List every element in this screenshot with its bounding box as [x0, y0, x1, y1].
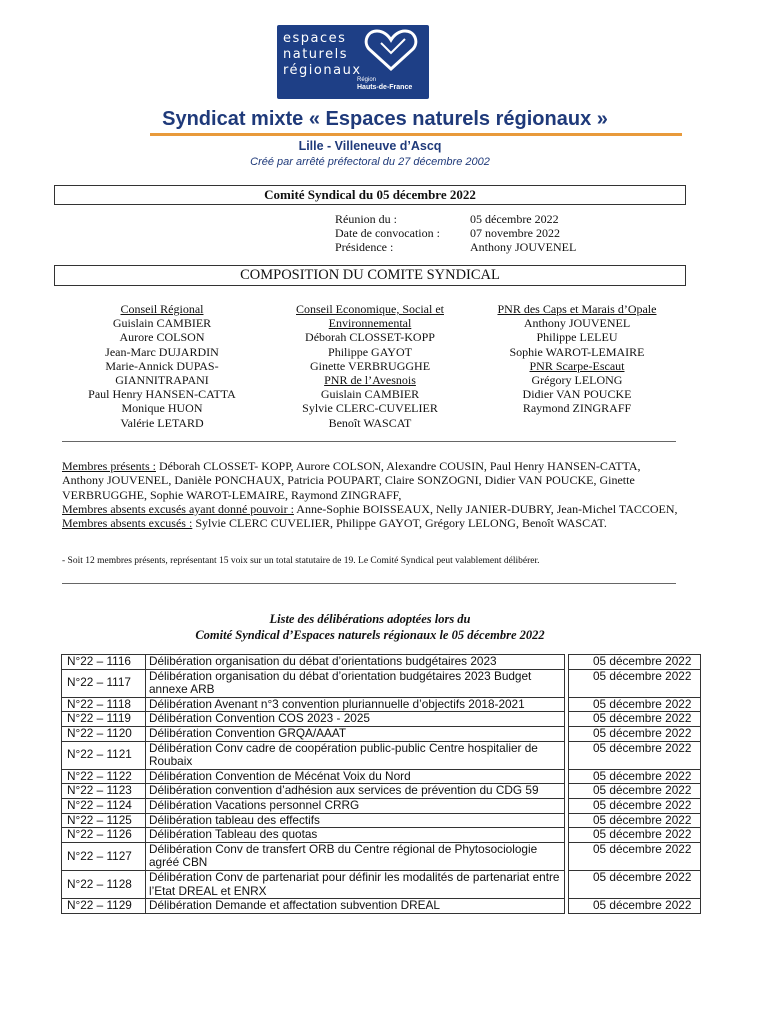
member-name: Guislain CAMBIER	[320, 387, 420, 402]
deliberation-date: 05 décembre 2022	[569, 669, 701, 697]
deliberation-date: 05 décembre 2022	[569, 697, 701, 712]
proxy-label: Membres absents excusés ayant donné pouvoir :	[62, 501, 294, 516]
member-name: Guislain CAMBIER	[112, 316, 212, 331]
absent-label: Membres absents excusés :	[62, 516, 193, 531]
table-row	[62, 798, 701, 813]
member-name: Anthony JOUVENEL	[523, 316, 631, 331]
deliberation-number: N°22 – 1119	[62, 712, 146, 727]
deliberation-number: N°22 – 1127	[62, 842, 146, 870]
logo-region-label: Région	[357, 77, 377, 83]
deliberation-date: 05 décembre 2022	[569, 769, 701, 784]
deliberation-date: 05 décembre 2022	[569, 813, 701, 828]
deliberation-object: Délibération Conv cadre de coopération public-public Centre hospitalier de Roubaix	[145, 741, 564, 769]
member-name: Valérie LETARD	[120, 415, 204, 430]
logo-wordmark: espaces naturels régionaux	[283, 31, 362, 78]
deliberation-number: N°22 – 1118	[62, 697, 146, 712]
table-row	[62, 769, 701, 784]
absent-list: Sylvie CLERC CUVELIER, Philippe GAYOT, Grégory LELONG, Benoît WASCAT.	[192, 516, 607, 531]
column-heading: PNR Scarpe-Escaut	[529, 358, 625, 373]
column-pnr	[472, 302, 682, 416]
deliberation-object: Délibération Avenant n°3 convention pluriannuelle d’objectifs 2018-2021	[145, 697, 564, 712]
table-row	[62, 828, 701, 843]
deliberation-object: Délibération Conv de partenariat pour définir les modalités de partenariat entre l’Etat DREAL et ENRX	[145, 870, 564, 898]
deliberation-object: Délibération Convention COS 2023 - 2025	[145, 712, 564, 727]
deliberation-date: 05 décembre 2022	[569, 828, 701, 843]
deliberation-number: N°22 – 1129	[62, 899, 146, 914]
title-underline	[150, 133, 682, 136]
column-heading: PNR des Caps et Marais d’Opale	[497, 302, 657, 316]
deliberation-date: 05 décembre 2022	[569, 726, 701, 741]
deliberation-object: Délibération Vacations personnel CRRG	[145, 798, 564, 813]
deliberation-object: Délibération tableau des effectifs	[145, 813, 564, 828]
deliberation-object: Délibération Convention GRQA/AAAT	[145, 726, 564, 741]
member-name: Paul Henry HANSEN-CATTA	[88, 387, 236, 402]
deliberations-table	[61, 654, 701, 914]
member-name: Déborah CLOSSET-KOPP	[305, 330, 435, 345]
member-name: Sophie WAROT-LEMAIRE	[509, 344, 645, 359]
column-heading: Conseil Economique, Social et	[296, 302, 444, 316]
composition-title-box: COMPOSITION DU COMITE SYNDICAL	[54, 265, 686, 286]
divider	[62, 441, 676, 442]
deliberation-date: 05 décembre 2022	[569, 899, 701, 914]
deliberation-number: N°22 – 1116	[62, 655, 146, 670]
table-row	[62, 899, 701, 914]
deliberations-table-body	[62, 655, 701, 914]
meeting-labels: Réunion du : Date de convocation : Présidence :	[335, 212, 440, 254]
table-row	[62, 741, 701, 769]
member-name: Grégory LELONG	[531, 373, 623, 388]
member-name: Marie-Annick DUPAS-	[105, 358, 219, 373]
deliberation-object: Délibération Demande et affectation subvention DREAL	[145, 899, 564, 914]
member-name: Monique HUON	[121, 401, 203, 416]
deliberations-title: Liste des délibérations adoptées lors du	[269, 612, 471, 626]
deliberation-number: N°22 – 1121	[62, 741, 146, 769]
table-row	[62, 712, 701, 727]
deliberation-object: Délibération convention d’adhésion aux services de prévention du CDG 59	[145, 784, 564, 799]
member-name: Didier VAN POUCKE	[522, 387, 632, 402]
table-row	[62, 697, 701, 712]
deliberation-date: 05 décembre 2022	[569, 741, 701, 769]
deliberation-object: Délibération Tableau des quotas	[145, 828, 564, 843]
table-row	[62, 870, 701, 898]
table-row	[62, 842, 701, 870]
deliberation-object: Délibération organisation du débat d’orientation budgétaires 2023 Budget annexe ARB	[145, 669, 564, 697]
document-title: Syndicat mixte « Espaces naturels régionaux »	[162, 108, 608, 130]
table-row	[62, 655, 701, 670]
table-row	[62, 726, 701, 741]
deliberation-date: 05 décembre 2022	[569, 784, 701, 799]
attendance-section	[62, 459, 680, 530]
logo-region-name: Hauts-de-France	[357, 84, 413, 91]
column-heading: Conseil Régional	[120, 302, 204, 316]
deliberation-object: Délibération organisation du débat d’orientations budgétaires 2023	[145, 655, 564, 670]
column-heading: PNR de l’Avesnois	[324, 373, 416, 388]
proxy-list: Anne-Sophie BOISSEAUX, Nelly JANIER-DUBRY, Jean-Michel TACCOEN,	[293, 501, 678, 516]
deliberation-number: N°22 – 1128	[62, 870, 146, 898]
member-name: Jean-Marc DUJARDIN	[105, 344, 219, 359]
column-ceser-avesnois	[265, 302, 475, 430]
committee-title-box: Comité Syndical du 05 décembre 2022	[54, 185, 686, 205]
member-name: Ginette VERBRUGGHE	[309, 358, 431, 373]
deliberation-date: 05 décembre 2022	[569, 870, 701, 898]
member-name: Raymond ZINGRAFF	[522, 401, 632, 416]
deliberation-date: 05 décembre 2022	[569, 842, 701, 870]
deliberation-number: N°22 – 1125	[62, 813, 146, 828]
deliberation-date: 05 décembre 2022	[569, 655, 701, 670]
quorum-note: - Soit 12 membres présents, représentant 15 voix sur un total statutaire de 19. Le Comité Syndical peut valablement délibérer.	[62, 556, 540, 566]
present-list: Déborah CLOSSET- KOPP, Aurore COLSON, Alexandre COUSIN, Paul Henry HANSEN-CATTA, Anthony JOUVENEL, Danièle PONCHAUX, Patricia POUPART, Claire SONZOGNI, Didier VAN POUCKE, Ginette VERBRUGGHE, Sophie WAROT-LEMAIRE, Raymond ZINGRAFF,	[62, 459, 641, 502]
deliberation-number: N°22 – 1117	[62, 669, 146, 697]
table-row	[62, 813, 701, 828]
column-heading: Environnemental	[328, 316, 412, 331]
location-subtitle: Lille - Villeneuve d’Ascq	[298, 139, 442, 153]
deliberation-date: 05 décembre 2022	[569, 712, 701, 727]
member-name: Aurore COLSON	[119, 330, 205, 345]
member-name: GIANNITRAPANI	[115, 373, 209, 388]
deliberation-number: N°22 – 1124	[62, 798, 146, 813]
organization-logo	[277, 25, 429, 99]
table-row	[62, 784, 701, 799]
table-row	[62, 669, 701, 697]
member-name: Philippe GAYOT	[328, 344, 412, 359]
column-conseil-regional	[57, 302, 267, 430]
deliberation-number: N°22 – 1123	[62, 784, 146, 799]
deliberations-subtitle: Comité Syndical d’Espaces naturels régionaux le 05 décembre 2022	[195, 628, 545, 642]
heart-map-icon	[361, 27, 421, 73]
deliberation-object: Délibération Convention de Mécénat Voix du Nord	[145, 769, 564, 784]
deliberation-number: N°22 – 1126	[62, 828, 146, 843]
deliberation-date: 05 décembre 2022	[569, 798, 701, 813]
deliberation-number: N°22 – 1120	[62, 726, 146, 741]
deliberation-number: N°22 – 1122	[62, 769, 146, 784]
member-name: Benoît WASCAT	[328, 415, 412, 430]
member-name: Philippe LELEU	[536, 330, 618, 345]
divider	[62, 583, 676, 584]
meeting-values: 05 décembre 2022 07 novembre 2022 Anthony JOUVENEL	[470, 212, 577, 254]
creation-note: Créé par arrêté préfectoral du 27 décembre 2002	[250, 156, 490, 168]
deliberation-object: Délibération Conv de transfert ORB du Centre régional de Phytosociologie agréé CBN	[145, 842, 564, 870]
present-label: Membres présents :	[62, 459, 156, 473]
member-name: Sylvie CLERC-CUVELIER	[302, 401, 438, 416]
